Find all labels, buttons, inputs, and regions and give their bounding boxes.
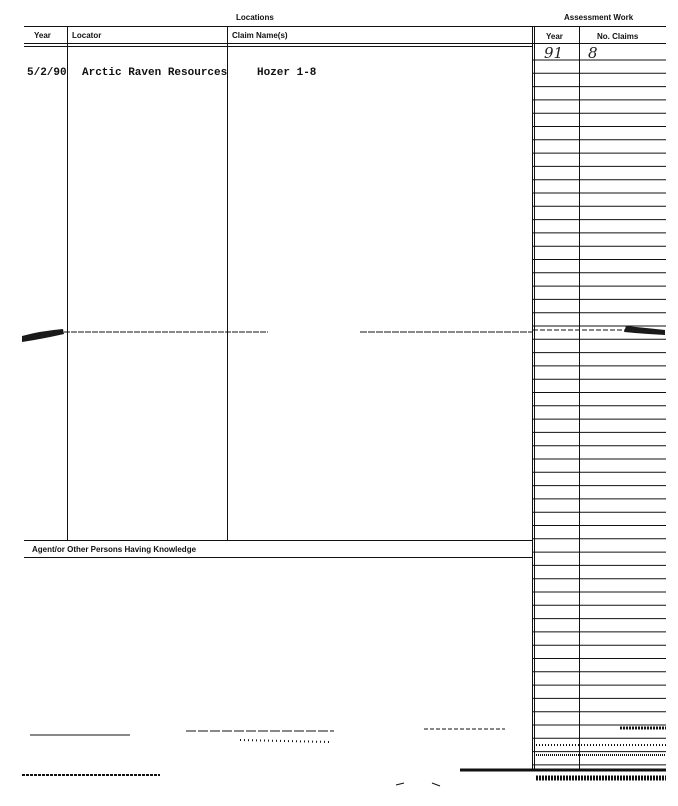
assessment-work-header: Assessment Work <box>564 13 634 22</box>
scan-artifact-line <box>240 740 330 742</box>
claim-names-column-header: Claim Name(s) <box>232 31 288 40</box>
scan-artifact-line <box>396 783 404 785</box>
entry-locator: Arctic Raven Resources <box>82 67 228 79</box>
left-marker-stroke <box>22 329 64 342</box>
assessment-year-column-header: Year <box>546 32 563 41</box>
year-column-header: Year <box>34 31 51 40</box>
locations-header: Locations <box>236 13 274 22</box>
right-marker-stroke <box>624 326 665 335</box>
assessment-claims-handwritten: 8 <box>588 44 598 62</box>
entry-year: 5/2/90 <box>27 67 67 79</box>
assessment-year-handwritten: 91 <box>544 44 564 62</box>
locator-column-header: Locator <box>72 31 102 40</box>
no-claims-column-header: No. Claims <box>597 32 639 41</box>
agent-section-header: Agent/or Other Persons Having Knowledge <box>32 545 197 554</box>
entry-claim-name: Hozer 1-8 <box>257 67 317 79</box>
scan-artifact-line <box>432 783 440 786</box>
